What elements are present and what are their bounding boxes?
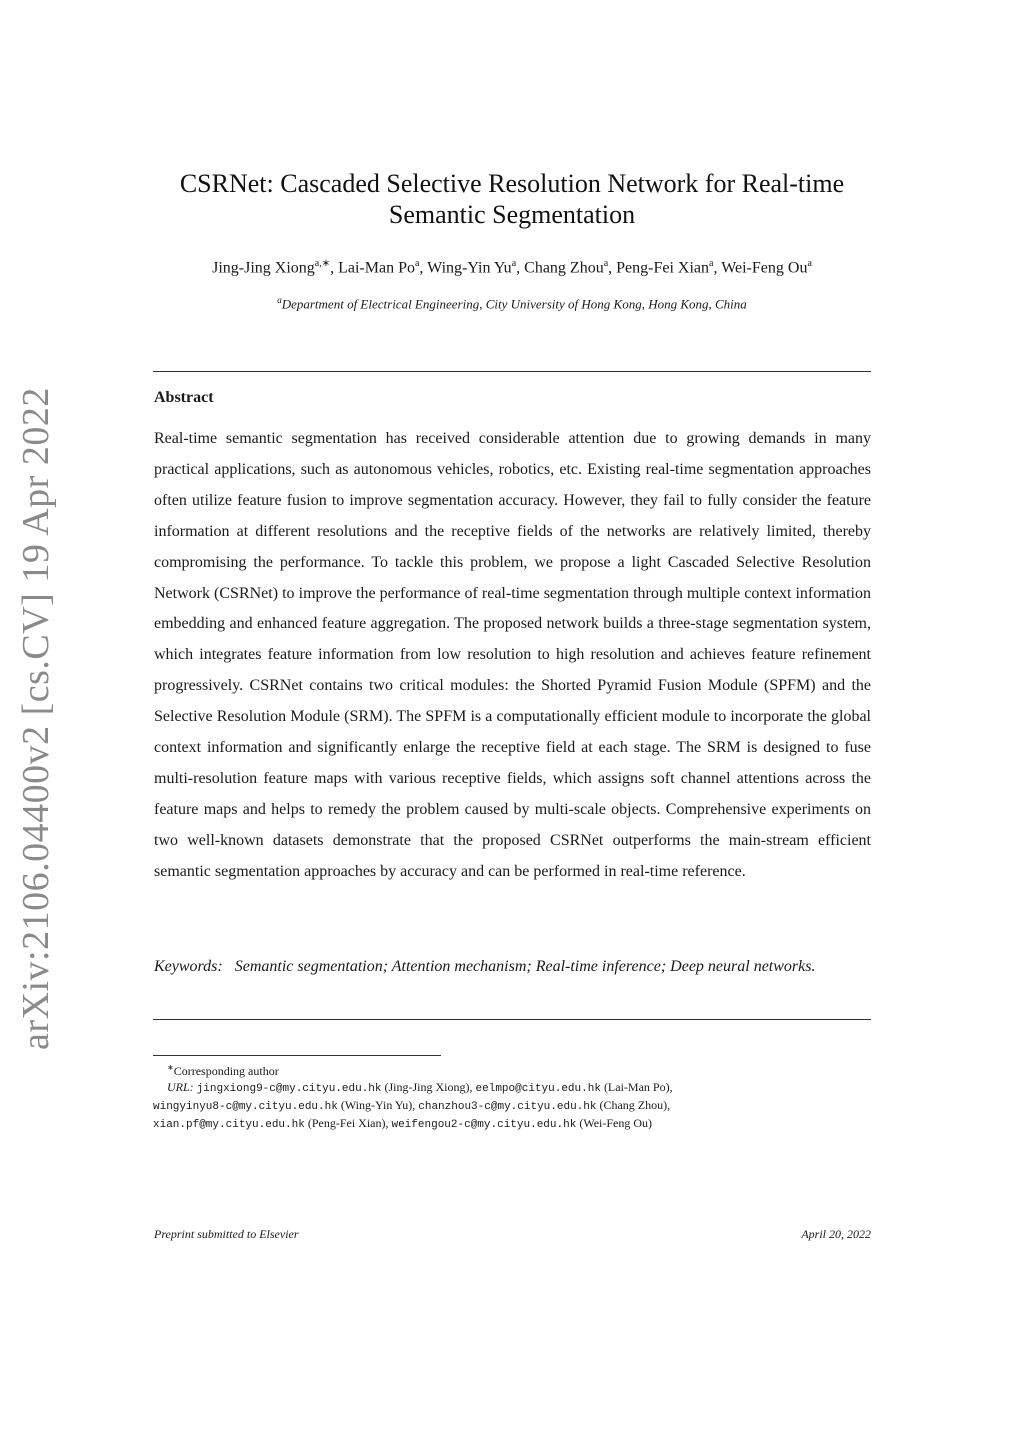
email-link[interactable]: jingxiong9-c@my.cityu.edu.hk — [196, 1083, 382, 1095]
footnotes — [153, 1060, 873, 1133]
footer-date: April 20, 2022 — [801, 1227, 871, 1241]
email-link[interactable]: eelmpo@cityu.edu.hk — [475, 1083, 601, 1095]
author-name: Jing-Jing Xiong — [212, 259, 315, 277]
author-name: Lai-Man Po — [338, 259, 415, 277]
author-sup: a — [603, 258, 609, 269]
author-sup: a — [511, 258, 517, 269]
author-list: Jing-Jing Xiong$^{a,∗}$, Lai-Man Po$^a$, Wing-Yin Yu$^a$, Chang Zhou$^a$, Peng-Fei Xian$^a$, Wei-Feng Ou$^a$ — [212, 258, 812, 277]
author-name: Chang Zhou — [524, 259, 604, 277]
footnote-rule — [153, 1055, 441, 1056]
footnote-mark: ∗ — [167, 1063, 174, 1072]
title-line-2: Semantic Segmentation — [388, 200, 636, 229]
email-link[interactable]: wingyinyu8-c@my.cityu.edu.hk — [153, 1101, 338, 1113]
footnote-urls-line2 — [153, 1097, 873, 1115]
author-sup: a — [807, 258, 812, 269]
affiliation — [120, 295, 904, 312]
author-sup: a — [414, 258, 420, 269]
email-owner: (Wing-Yin Yu), — [340, 1098, 416, 1112]
footnote-urls-line1 — [153, 1079, 873, 1097]
author-name: Wing-Yin Yu — [427, 259, 512, 277]
author-name: Peng-Fei Xian — [616, 259, 710, 277]
abstract-heading: Abstract — [154, 389, 214, 406]
footnote-urls-line3 — [153, 1115, 873, 1133]
title-line-1: CSRNet: Cascaded Selective Resolution Network for Real-time — [179, 169, 845, 198]
affiliation-sup: a — [277, 295, 282, 305]
author-sup: a,∗ — [314, 258, 331, 269]
keywords-label: Keywords: — [154, 958, 223, 975]
keywords — [154, 952, 871, 983]
email-owner: (Jing-Jing Xiong), — [384, 1080, 473, 1094]
email-link[interactable]: xian.pf@my.cityu.edu.hk — [153, 1119, 305, 1131]
footer-preprint-note: Preprint submitted to Elsevier — [154, 1227, 299, 1241]
abstract-body: Real-time semantic segmentation has received considerable attention due to growing demands in many practical applications, such as autonomous vehicles, robotics, etc. Existing real-time segmentation approaches often utilize feature fusion to improve segmentation accuracy. However, they fail to fully consider the feature information at different resolutions and the receptive fields of the networks are relatively limited, thereby compromising the performance. To tackle this problem, we propose a light Cascaded Selective Resolution Network (CSRNet) to improve the performance of real-time segmentation through multiple context information embedding and enhanced feature aggregation. The proposed network builds a three-stage segmentation system, which integrates feature information from low resolution to high resolution and achieves feature refinement progressively. CSRNet contains two critical modules: the Shorted Pyramid Fusion Module (SPFM) and the Selective Resolution Module (SRM). The SPFM is a computationally efficient module to incorporate the global context information and significantly enlarge the receptive field at each stage. The SRM is designed to fuse multi-resolution feature maps with various receptive fields, which assigns soft channel attentions across the feature maps and helps to remedy the problem caused by multi-scale objects. Comprehensive experiments on two well-known datasets demonstrate that the proposed CSRNet outperforms the main-stream efficient semantic segmentation approaches by accuracy and can be performed in real-time reference. — [154, 430, 871, 880]
arxiv-side-stamp: arXiv:2106.04400v2 [cs.CV] 19 Apr 2022 — [15, 387, 57, 1050]
abstract-top-rule — [153, 371, 871, 372]
affiliation-text: Department of Electrical Engineering, City University of Hong Kong, Hong Kong, China — [281, 296, 747, 312]
paper-title — [150, 168, 874, 230]
email-owner: (Lai-Man Po), — [603, 1080, 673, 1094]
email-owner: (Wei-Feng Ou) — [579, 1116, 653, 1130]
author-sup: a — [709, 258, 714, 269]
keywords-text: Semantic segmentation; Attention mechanism; Real-time inference; Deep neural networks. — [234, 958, 816, 975]
author-name: Wei-Feng Ou — [721, 259, 808, 277]
email-owner: (Peng-Fei Xian), — [307, 1116, 389, 1130]
url-label: URL: — [167, 1080, 194, 1094]
email-owner: (Chang Zhou), — [599, 1098, 671, 1112]
email-link[interactable]: chanzhou3-c@my.cityu.edu.hk — [418, 1101, 597, 1113]
abstract-bottom-rule — [153, 1019, 871, 1020]
footnote-corresponding: ∗Corresponding author — [167, 1063, 279, 1078]
email-link[interactable]: weifengou2-c@my.cityu.edu.hk — [391, 1119, 577, 1131]
